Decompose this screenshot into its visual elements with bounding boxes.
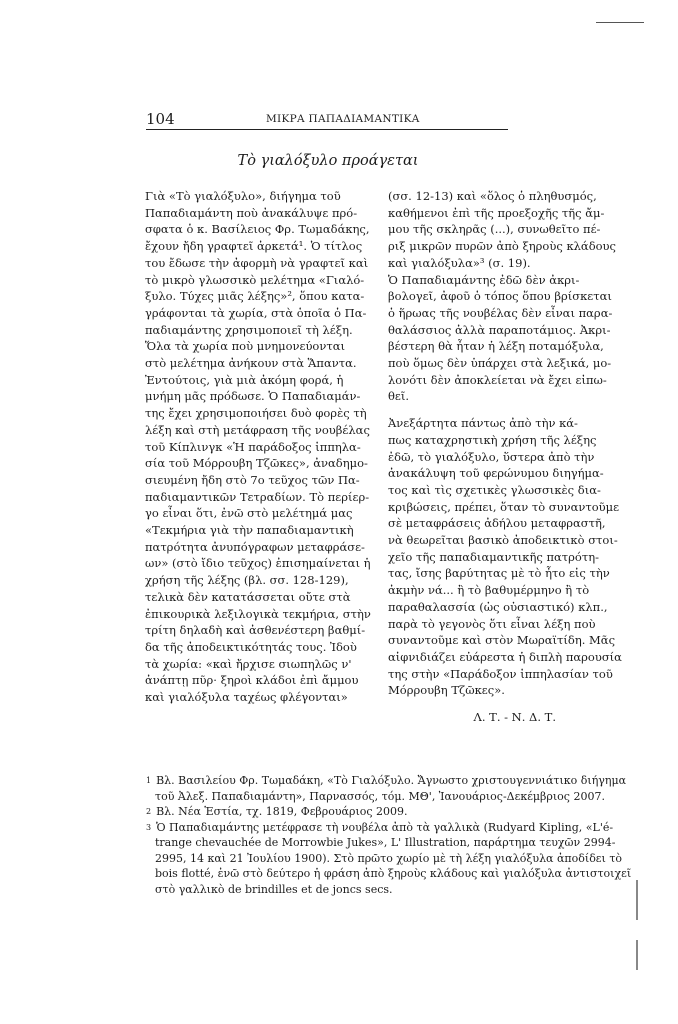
footnote-text: Ὁ Παπαδιαμάντης μετέφρασε τὴ νουβέλα ἀπὸ τὰ γαλλικὰ (Rudyard Kipling, «L'é-: [156, 820, 614, 834]
text-line: χρήση τῆς λέξης (βλ. σσ. 128-129),: [145, 573, 349, 588]
text-line: του ἔδωσε τὴν ἀφορμὴ νὰ γραφτεῖ καὶ: [145, 255, 369, 270]
footnote-line: trange chevauchée de Morrowbie Jukes», L' Illustration, παράρτημα τευχῶν 2994-: [155, 836, 616, 849]
text-line: παραθαλασσία (ὡς οὐσιαστικό) κλπ.,: [388, 599, 608, 614]
text-line: «Τεκμήρια γιὰ τὴν παπαδιαμαντικὴ: [145, 523, 354, 538]
text-line: ἀκμὴν νά... ἢ τὸ βαθυμέρμηνο ἢ τὸ: [388, 583, 590, 598]
footnote-line: 2995, 14 καὶ 21 Ἰουλίου 1900). Στὸ πρῶτο χωρίο μὲ τὴ λέξη γιαλόξυλα ἀποδίδει τὸ: [155, 851, 623, 865]
footnote-number: 2: [146, 807, 152, 816]
text-line: Παπαδιαμάντη ποὺ ἀνακάλυψε πρό-: [145, 205, 358, 220]
text-line: ἔχουν ἤδη γραφτεῖ ἀρκετά¹. Ὁ τίτλος: [145, 239, 363, 254]
text-line: παδιαμαντικῶν Τετραδίων. Τὸ περίερ-: [145, 489, 370, 504]
footnote-line: στὸ γαλλικὸ de brindilles et de joncs secs.: [155, 882, 393, 896]
text-line: (σσ. 12-13) καὶ «ὅλος ὁ πληθυσμός,: [388, 189, 597, 203]
text-line: κριβώσεις, πρέπει, ὅταν τὸ συναντοῦμε: [388, 499, 620, 514]
footnote-text: Βλ. Νέα Ἑστία, τχ. 1819, Φεβρουάριος 2009.: [156, 805, 408, 818]
text-line: νὰ θεωρεῖται βασικὸ ἀποδεικτικὸ στοι-: [388, 533, 618, 548]
text-line: καὶ γιαλόξυλα»³ (σ. 19).: [388, 255, 531, 270]
article-title: Τὸ γιαλόξυλο προάγεται: [237, 153, 419, 169]
footnote-line: bois flotté, ἐνῶ στὸ δεύτερο ἡ φράση ἀπὸ ξηροὺς κλάδους καὶ γιαλόξυλα ἀντιστοιχεῖ: [155, 867, 632, 880]
signature: Λ. Τ. - Ν. Δ. Τ.: [473, 710, 556, 725]
text-line: ριξ μικρῶν πυρῶν ἀπὸ ξηροὺς κλάδους: [388, 239, 616, 254]
footnote-number: 3: [146, 822, 152, 832]
text-line: λονότι δὲν ἀποκλείεται νὰ ἔχει εἰπω-: [388, 372, 607, 387]
text-line: στὸ μελέτημα ἀνήκουν στὰ Ἅπαντα.: [145, 356, 357, 371]
text-line: μνήμη μᾶς πρόδωσε. Ὁ Παπαδιαμάν-: [145, 389, 361, 404]
text-line: της στὴν «Παράδοξον ἱππηλασίαν τοῦ: [388, 666, 613, 681]
text-line: καὶ γιαλόξυλα ταχέως φλέγονται»: [145, 690, 348, 705]
text-line: σιευμένη ἤδη στὸ 7ο τεῦχος τῶν Πα-: [145, 472, 360, 487]
text-line: Ἐντούτοις, γιὰ μιὰ ἀκόμη φορά, ἡ: [145, 372, 344, 387]
text-line: σφατα ὁ κ. Βασίλειος Φρ. Τωμαδάκης,: [145, 222, 370, 237]
text-line: Ὅλα τὰ χωρία ποὺ μνημονεύονται: [145, 339, 345, 354]
text-line: ἀνάπτῃ πῦρ· ξηροὶ κλάδοι ἐπὶ ἄμμου: [145, 673, 359, 688]
text-line: τας, ἴσης βαρύτητας μὲ τὸ ἦτο εἰς τὴν: [388, 566, 610, 581]
footnote-line: [146, 820, 614, 836]
text-line: τὰ χωρία: «καὶ ἤρχισε σιωπηλῶς ν': [145, 656, 352, 671]
text-line: ὁ ἥρωας τῆς νουβέλας δὲν εἶναι παρα-: [388, 305, 613, 320]
text-line: τρίτη δηλαδὴ καὶ ἀσθενέστερη βαθμί-: [145, 623, 366, 638]
running-head-title: ΜΙΚΡΑ ΠΑΠΑΔΙΑΜΑΝΤΙΚΑ: [266, 113, 420, 125]
right-column: [388, 188, 622, 726]
footnote-line: [146, 804, 516, 820]
scan-edge-mark: [636, 880, 638, 920]
text-line: ἐπικουρικὰ λεξιλογικὰ τεκμήρια, στὴν: [145, 606, 371, 621]
text-line: μου τῆς σκληρᾶς (...), συνωθεῖτο πέ-: [388, 222, 601, 237]
text-line: λέξη καὶ στὴ μετάφραση τῆς νουβέλας: [145, 422, 370, 437]
text-line: βέστερη θὰ ἦταν ἡ λέξη ποταμόξυλα,: [388, 339, 604, 354]
footnote-text: Βλ. Βασιλείου Φρ. Τωμαδάκη, «Τὸ Γιαλόξυλο. Ἄγνωστο χριστουγεννιάτικο διήγημα: [156, 774, 627, 787]
text-line: της ἔχει χρησιμοποιήσει δυὸ φορὲς τὴ: [145, 406, 367, 421]
text-line: Γιὰ «Τὸ γιαλόξυλο», διήγημα τοῦ: [145, 189, 341, 203]
text-line: Ὁ Παπαδιαμάντης ἐδῶ δὲν ἀκρι-: [388, 272, 580, 287]
footnote-number: 1: [146, 776, 152, 785]
text-line: τος καὶ τὶς σχετικὲς γλωσσικὲς δια-: [388, 482, 601, 497]
text-line: θαλάσσιος ἀλλὰ παραποτάμιος. Ἀκρι-: [388, 322, 611, 337]
text-line: καθήμενοι ἐπὶ τῆς προεξοχῆς τῆς ἄμ-: [388, 205, 605, 220]
text-line: πως καταχρηστικὴ χρήση τῆς λέξης: [388, 432, 597, 447]
footnote-line: τοῦ Ἀλεξ. Παπαδιαμάντη», Παρνασσός, τόμ. ΜΘ', Ἰανουάριος-Δεκέμβριος 2007.: [155, 789, 605, 803]
text-line: παρὰ τὸ γεγονὸς ὅτι εἶναι λέξη ποὺ: [388, 616, 596, 631]
header-rule: [146, 129, 508, 130]
running-head: [146, 110, 510, 130]
text-line: παδιαμάντης χρησιμοποιεῖ τὴ λέξη.: [145, 322, 353, 337]
left-column: [145, 188, 371, 706]
text-line: αἰφνιδιάζει εὐάρεστα ἡ διπλὴ παρουσία: [388, 649, 622, 664]
page-number: 104: [146, 110, 175, 128]
text-line: χεῖο τῆς παπαδιαμαντικῆς πατρότη-: [388, 549, 599, 564]
text-line: ἐδῶ, τὸ γιαλόξυλο, ὕστερα ἀπὸ τὴν: [388, 449, 595, 464]
text-line: τελικὰ δὲν κατατάσσεται οὔτε στὰ: [145, 589, 351, 604]
text-line: βολογεῖ, ἀφοῦ ὁ τόπος ὅπου βρίσκεται: [388, 289, 612, 304]
footnotes: [146, 773, 632, 897]
text-line: τὸ μικρὸ γλωσσικὸ μελέτημα «Γιαλό-: [145, 272, 365, 287]
top-edge-rule: [596, 22, 644, 23]
text-line: ἀνακάλυψη τοῦ φερώνυμου διηγήμα-: [388, 466, 604, 481]
text-line: σία τοῦ Μόρρουβη Τζῶκες», ἀναδημο-: [145, 456, 368, 471]
text-line: γράφονται τὰ χωρία, στὰ ὁποῖα ὁ Πα-: [145, 305, 367, 320]
text-line: ξυλο. Τύχες μιᾶς λέξης»², ὅπου κατα-: [145, 289, 365, 304]
text-line: ποὺ ὅμως δὲν ὑπάρχει στὰ λεξικά, μο-: [388, 356, 612, 371]
footnote-line: [146, 773, 627, 789]
text-line: ων» (στὸ ἴδιο τεῦχος) ἐπισημαίνεται ἡ: [145, 556, 371, 571]
scan-edge-mark: [636, 940, 638, 970]
text-line: σὲ μεταφράσεις ἀδήλου μεταφραστῆ,: [388, 516, 606, 531]
text-line: Μόρρουβη Τζῶκες».: [388, 683, 505, 698]
text-line: θεῖ.: [388, 389, 410, 404]
text-line: δα τῆς ἀποδεικτικότητάς τους. Ἰδοὺ: [145, 639, 357, 654]
text-line: γο εἶναι ὅτι, ἐνῶ στὸ μελέτημά μας: [145, 506, 353, 521]
text-line: πατρότητα ἀνυπόγραφων μεταφράσε-: [145, 539, 365, 554]
text-line: συναντοῦμε καὶ στὸν Μωραϊτίδη. Μᾶς: [388, 633, 616, 648]
text-line: τοῦ Κίπλινγκ «Ἡ παράδοξος ἱππηλα-: [145, 439, 361, 454]
text-line: Ἀνεξάρτητα πάντως ἀπὸ τὴν κά-: [388, 416, 578, 431]
